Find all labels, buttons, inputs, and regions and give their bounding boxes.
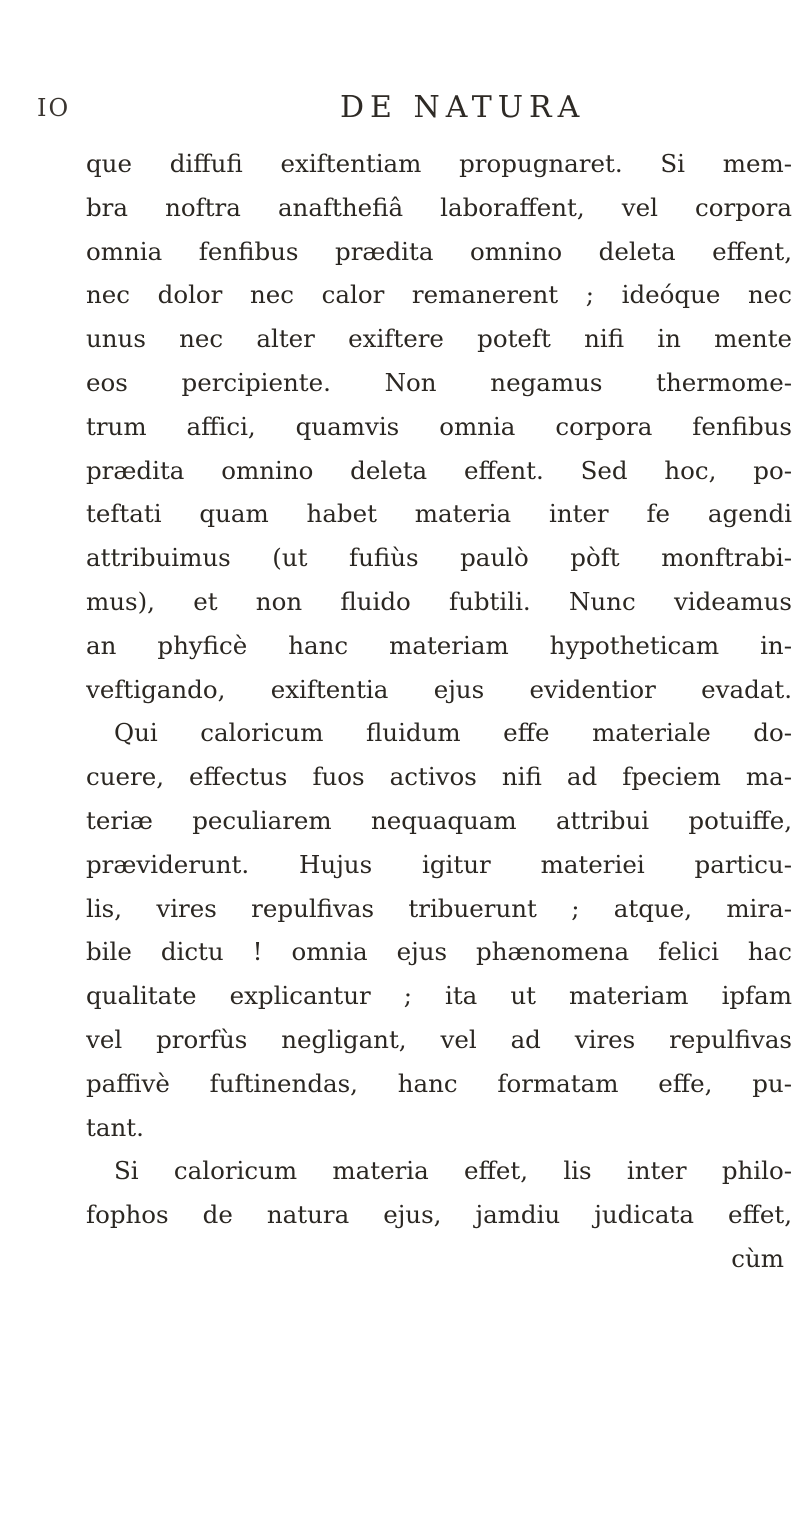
text-line: unus nec alter exiftere poteft nifi in mente [86, 324, 792, 354]
text-line: paffivè fuftinendas, hanc formatam effe, pu- [86, 1068, 792, 1098]
text-line: que diffufi exiftentiam propugnaret. Si mem- [86, 149, 792, 178]
page-number: IO [37, 94, 71, 122]
body-text [86, 142, 792, 1281]
text-line: vel prorfùs negligant, vel ad vires repulfivas [86, 1024, 792, 1054]
text-line: veftigando, exiftentia ejus evidentior evadat. [86, 674, 792, 704]
text-line: prædita omnino deleta effent. Sed hoc, po- [86, 455, 792, 485]
catchword: cùm [731, 1243, 784, 1273]
text-line: Si caloricum materia effet, lis inter philo- [114, 1156, 792, 1186]
text-line: Qui caloricum fluidum effe materiale do- [114, 718, 792, 748]
text-line: nec dolor nec calor remanerent ; ideóque nec [86, 280, 792, 310]
text-line: fophos de natura ejus, jamdiu judicata effet, [86, 1200, 792, 1230]
text-line: an phyficè hanc materiam hypotheticam in- [86, 630, 792, 660]
text-line: omnia fenfibus prædita omnino deleta effent, [86, 236, 792, 266]
page-header [0, 90, 800, 134]
text-line: lis, vires repulfivas tribuerunt ; atque, mira- [86, 893, 792, 923]
text-line: teftati quam habet materia inter fe agendi [86, 499, 792, 529]
paragraph-3 [86, 1149, 792, 1237]
paragraph-1 [86, 142, 792, 711]
text-line: trum affici, quamvis omnia corpora fenfibus [86, 411, 792, 441]
running-title: DE NATURA [340, 90, 586, 125]
paragraph-2 [86, 711, 792, 1149]
text-line: eos percipiente. Non negamus thermome- [86, 367, 792, 397]
text-line: teriæ peculiarem nequaquam attribui potuiffe, [86, 805, 792, 835]
text-line: cuere, effectus fuos activos nifi ad fpeciem ma- [86, 762, 792, 792]
text-line: bra noftra anafthefiâ laboraffent, vel corpora [86, 192, 792, 222]
text-line: attribuimus (ut fufiùs paulò pòft monftrabi- [86, 543, 792, 573]
text-line: qualitate explicantur ; ita ut materiam ipfam [86, 981, 792, 1011]
text-line: tant. [86, 1112, 144, 1142]
text-line: bile dictu ! omnia ejus phænomena felici hac [86, 937, 792, 967]
text-line: mus), et non fluido fubtili. Nunc videamus [86, 586, 792, 616]
text-line: præviderunt. Hujus igitur materiei particu- [86, 849, 792, 879]
